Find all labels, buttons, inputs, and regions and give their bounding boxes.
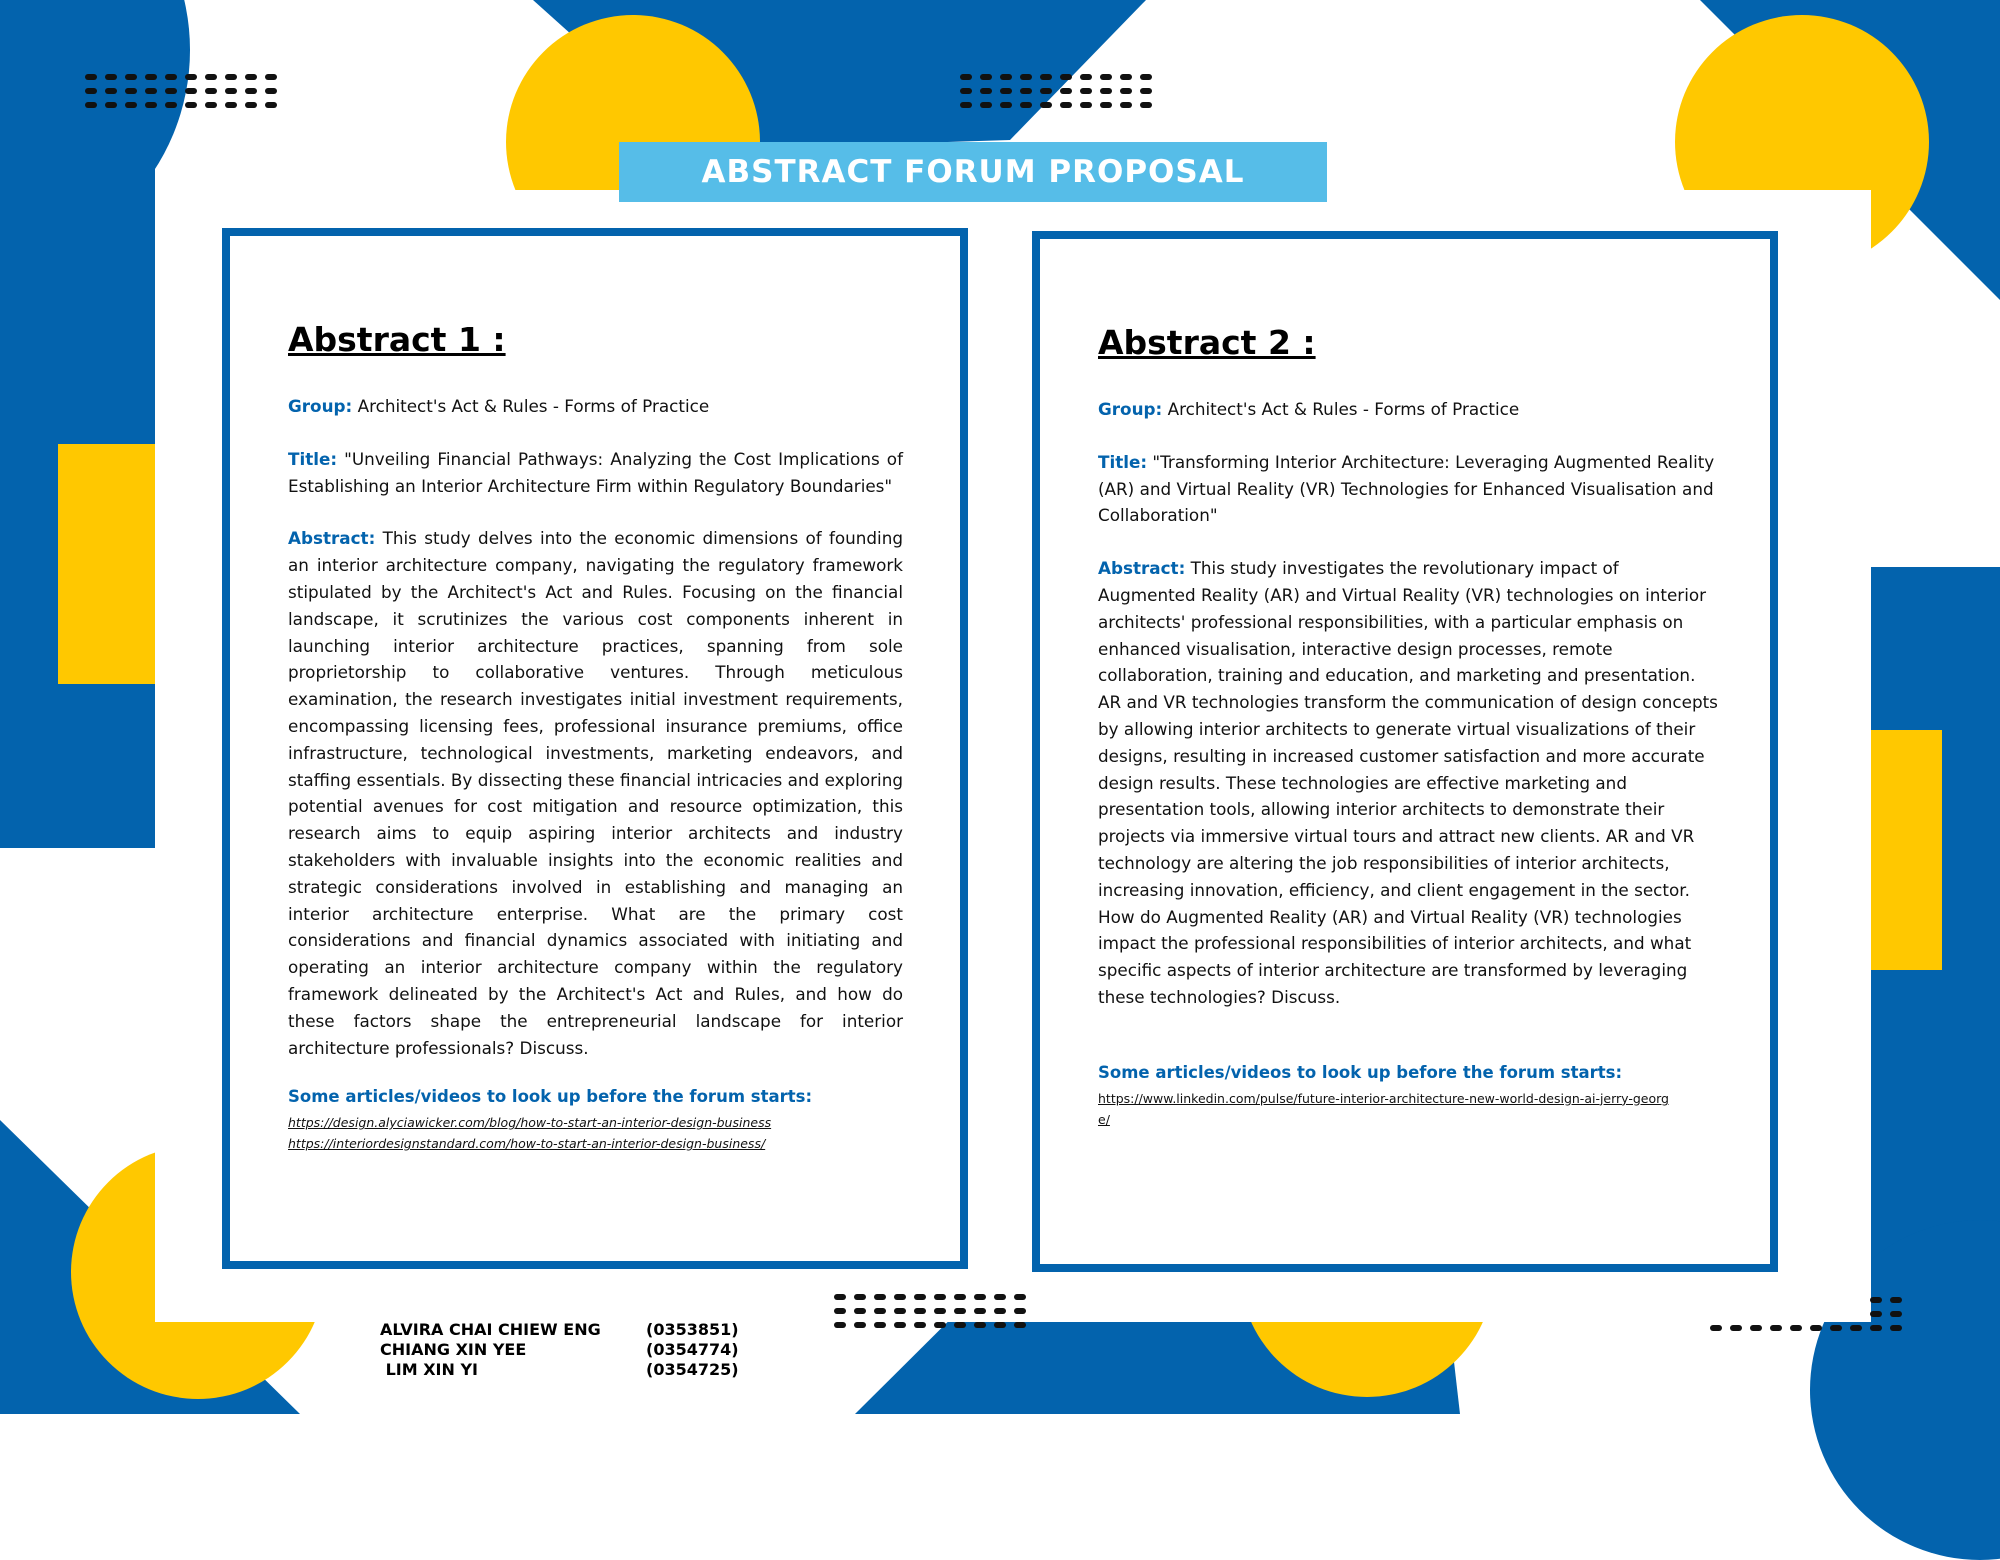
title-value: "Unveiling Financial Pathways: Analyzing the Cost Implications of Establishing an Interior Architecture Firm within Regulatory Boundaries" [288,448,903,496]
member-id: (0354725) [646,1360,739,1379]
member-name: LIM XIN YI [380,1360,478,1379]
member-id: (0354774) [646,1340,739,1359]
abstract-1-body [288,525,903,1061]
abstract-2-title [1098,449,1718,529]
member-row [380,1360,739,1380]
abstract-2-body [1098,555,1718,1011]
abstract-text: This study investigates the revolutionary impact of Augmented Reality (AR) and Virtual Reality (VR) technologies on interior architects' professional responsibilities, with a particular emphasis on enhanced visualisation, interactive design processes, remote collaboration, training and education, and marketing and presentation. AR and VR technologies transform the communication of design concepts by allowing interior architects to generate virtual visualizations of their designs, resulting in increased customer satisfaction and more accurate design results. These technologies are effective marketing and presentation tools, allowing interior architects to demonstrate their projects via immersive virtual tours and attract new clients. AR and VR technology are altering the job responsibilities of interior architects, increasing innovation, efficiency, and client engagement in the sector. How do Augmented Reality (AR) and Virtual Reality (VR) technologies impact the professional responsibilities of interior architects, and what specific aspects of interior architecture are transformed by leveraging these technologies? Discuss. [1098,558,1718,1007]
abstract-1-links-heading: Some articles/videos to look up before the forum starts: [288,1087,813,1107]
abstract-2-link-1[interactable]: https://www.linkedin.com/pulse/future-interior-architecture-new-world-design-ai-jerry-george/ [1098,1090,1669,1127]
dot-grid-top-left [85,74,277,116]
dot-grid-bottom-right [1710,1297,1902,1339]
dot-grid-top-center [960,74,1152,116]
abstract-2-card [1032,231,1778,1272]
member-name: CHIANG XIN YEE [380,1340,527,1359]
bg-yellow-rect-right [1871,730,1942,970]
abstract-1-title [288,446,903,500]
page-title: ABSTRACT FORUM PROPOSAL [701,154,1245,190]
abstract-1-heading: Abstract 1 : [288,320,506,359]
group-label: Group: [1098,399,1163,419]
title-banner [619,142,1327,202]
group-members [380,1320,739,1380]
title-label: Title: [1098,451,1148,472]
abstract-label: Abstract: [288,528,376,549]
member-id: (0353851) [646,1320,739,1339]
abstract-2-group [1098,396,1718,423]
group-value: Architect's Act & Rules - Forms of Practice [1167,399,1520,419]
abstract-2-links-heading: Some articles/videos to look up before the forum starts: [1098,1062,1623,1082]
abstract-text: This study delves into the economic dimensions of founding an interior architecture company, navigating the regulatory framework stipulated by the Architect's Act and Rules. Focusing on the financial landscape, it scrutinizes the various cost components inherent in launching interior architecture practices, spanning from sole proprietorship to collaborative ventures. Through meticulous examination, the research investigates initial investment requirements, encompassing licensing fees, professional insurance premiums, office infrastructure, technological investments, marketing endeavors, and staffing essentials. By dissecting these financial intricacies and exploring potential avenues for cost mitigation and resource optimization, this research aims to equip aspiring interior architects and industry stakeholders with invaluable insights into the economic realities and strategic considerations involved in establishing and managing an interior architecture enterprise. What are the primary cost considerations and financial dynamics associated with initiating and operating an interior architecture company within the regulatory framework delineated by the Architect's Act and Rules, and how do these factors shape the entrepreneurial landscape for interior architecture professionals? Discuss. [288,528,904,1058]
abstract-1-link-2[interactable]: https://interiordesignstandard.com/how-to-start-an-interior-design-business/ [288,1136,766,1152]
dot-grid-bottom-center [834,1294,1026,1336]
abstract-1-card [222,228,968,1269]
title-value: "Transforming Interior Architecture: Leveraging Augmented Reality (AR) and Virtual Reality (VR) Technologies for Enhanced Visualisation and Collaboration" [1098,451,1715,526]
member-row [380,1320,739,1340]
group-label: Group: [288,396,353,416]
member-row [380,1340,739,1360]
abstract-1-group [288,393,903,420]
title-label: Title: [288,448,338,469]
abstract-1-link-1[interactable]: https://design.alyciawicker.com/blog/how-to-start-an-interior-design-business [288,1115,772,1131]
group-value: Architect's Act & Rules - Forms of Practice [357,396,710,416]
member-name: ALVIRA CHAI CHIEW ENG [380,1320,601,1339]
abstract-label: Abstract: [1098,558,1186,579]
abstract-2-heading: Abstract 2 : [1098,323,1316,362]
